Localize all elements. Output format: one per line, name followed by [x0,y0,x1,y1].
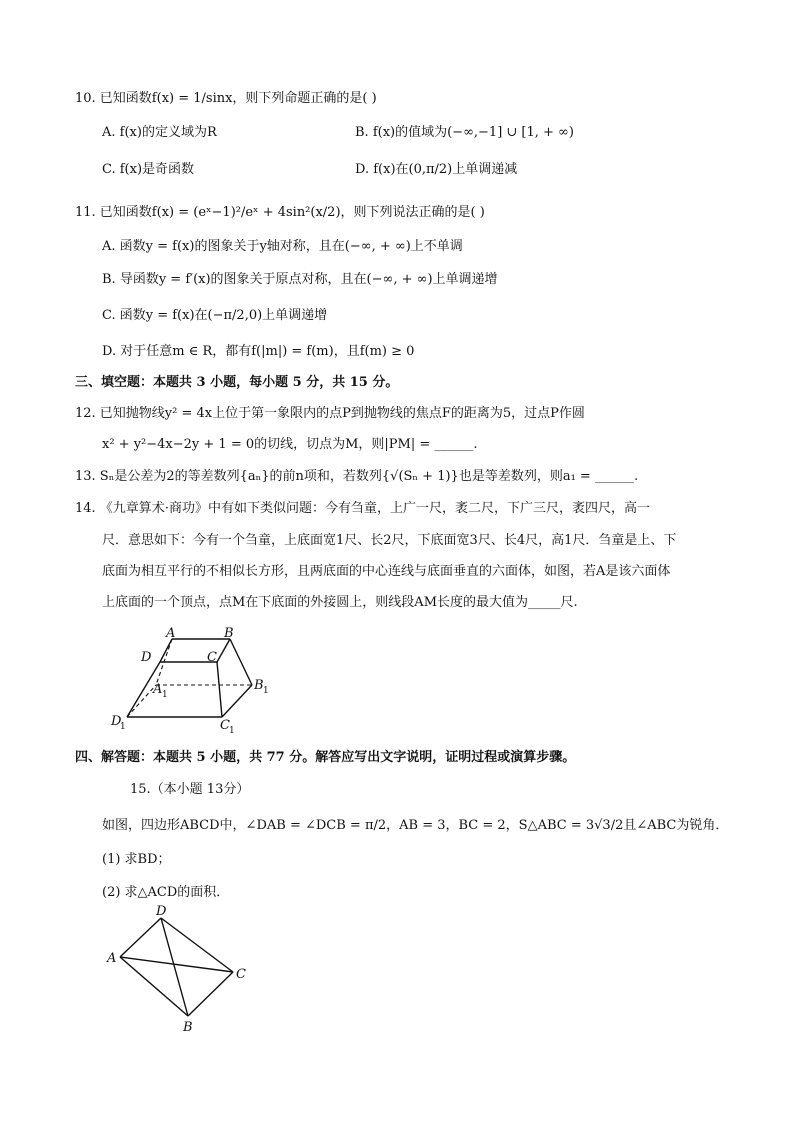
q14-line-2: 尺．意思如下：今有一个刍童，上底面宽1尺、长2尺，下底面宽3尺、长4尺，高1尺．刍童是上、下 [102,533,677,548]
label-a: A [166,626,176,641]
q12-line-2: x² + y²−4x−2y + 1 = 0的切线，切点为M，则|PM| = ______. [102,437,478,452]
q15-part-2: (2) 求△ACD的面积． [102,885,230,900]
q10-option-c: C. f(x)是奇函数 [102,162,195,177]
hexahedron-figure [100,628,280,738]
label-a1: A [153,682,163,697]
q10-stem: 10. 已知函数f(x) = 1/sinx，则下列命题正确的是( ) [75,91,377,106]
q11-option-d: D. 对于任意m ∈ R，都有f(|m|) = f(m)，且f(m) ≥ 0 [102,344,415,359]
label-a: A [107,951,117,966]
label-a1-subscript: 1 [162,690,168,700]
edge-bb1 [230,639,252,685]
edge-bc [217,639,230,662]
q11-option-c: C. 函数y = f(x)在(−π/2,0)上单调递增 [102,308,328,323]
label-d1: D [111,714,122,729]
label-c: C [236,967,246,982]
q11-option-b: B. 导函数y = f′(x)的图象关于原点对称，且在(−∞, + ∞)上单调递增 [102,272,498,287]
q11-stem: 11. 已知函数f(x) = (eˣ−1)²/eˣ + 4sin²(x/2)，则下列说法正确的是( ) [75,205,485,220]
q14-line-3: 底面为相互平行的不相似长方形，且两底面的中心连线与底面垂直的六面体，如图，若A是该六面体 [102,564,671,579]
edge-d1a1-hidden [127,685,156,717]
label-d: D [156,904,167,919]
edge-cc1 [217,662,222,717]
label-c1: C [220,718,230,733]
edge-da [160,639,172,662]
q15-header: 15.（本小题 13分） [130,782,250,797]
label-d1-subscript: 1 [120,722,126,732]
label-b1-subscript: 1 [263,686,269,696]
q14-line-1: 14. 《九章算术·商功》中有如下类似问题：今有刍童，上广一尺，袤二尺，下广三尺，袤四尺，高一 [75,501,650,516]
edge-c1b1 [222,685,252,717]
q15-part-1: (1) 求BD； [102,852,171,867]
edge-cb [188,972,233,1016]
label-b: B [183,1020,193,1035]
section-answer-heading: 四、解答题：本题共 5 小题，共 77 分。解答应写出文字说明，证明过程或演算步骤。 [75,750,576,765]
edge-ad [120,918,161,957]
q15-stem: 如图，四边形ABCD中，∠DAB = ∠DCB = π/2，AB = 3，BC = 2，S△ABC = 3√3/2且∠ABC为锐角． [102,818,729,833]
label-b: B [224,626,234,641]
q10-option-a: A. f(x)的定义域为R [102,125,217,140]
edge-ba [120,957,188,1016]
diagonal-db [161,918,188,1016]
label-c: C [207,650,217,665]
label-b1: B [254,678,264,693]
q11-option-a: A. 函数y = f(x)的图象关于y轴对称，且在(−∞, + ∞)上不单调 [102,239,463,254]
q14-line-4: 上底面的一个顶点，点M在下底面的外接圆上，则线段AM长度的最大值为_____尺. [102,595,578,610]
q10-option-b: B. f(x)的值域为(−∞,−1] ∪ [1, + ∞) [355,125,574,140]
q12-line-1: 12. 已知抛物线y² = 4x上位于第一象限内的点P到抛物线的焦点F的距离为5，过点P作圆 [75,406,585,421]
q13-stem: 13. Sₙ是公差为2的等差数列{aₙ}的前n项和，若数列{√(Sₙ + 1)}也是等差数列，则a₁ = ______. [75,469,639,484]
section-fill-in-heading: 三、填空题：本题共 3 小题，每小题 5 分，共 15 分。 [75,375,399,390]
label-c1-subscript: 1 [229,726,235,736]
q10-option-d: D. f(x)在(0,π/2)上单调递减 [355,162,518,177]
quadrilateral-figure [100,902,260,1037]
label-d: D [141,650,152,665]
